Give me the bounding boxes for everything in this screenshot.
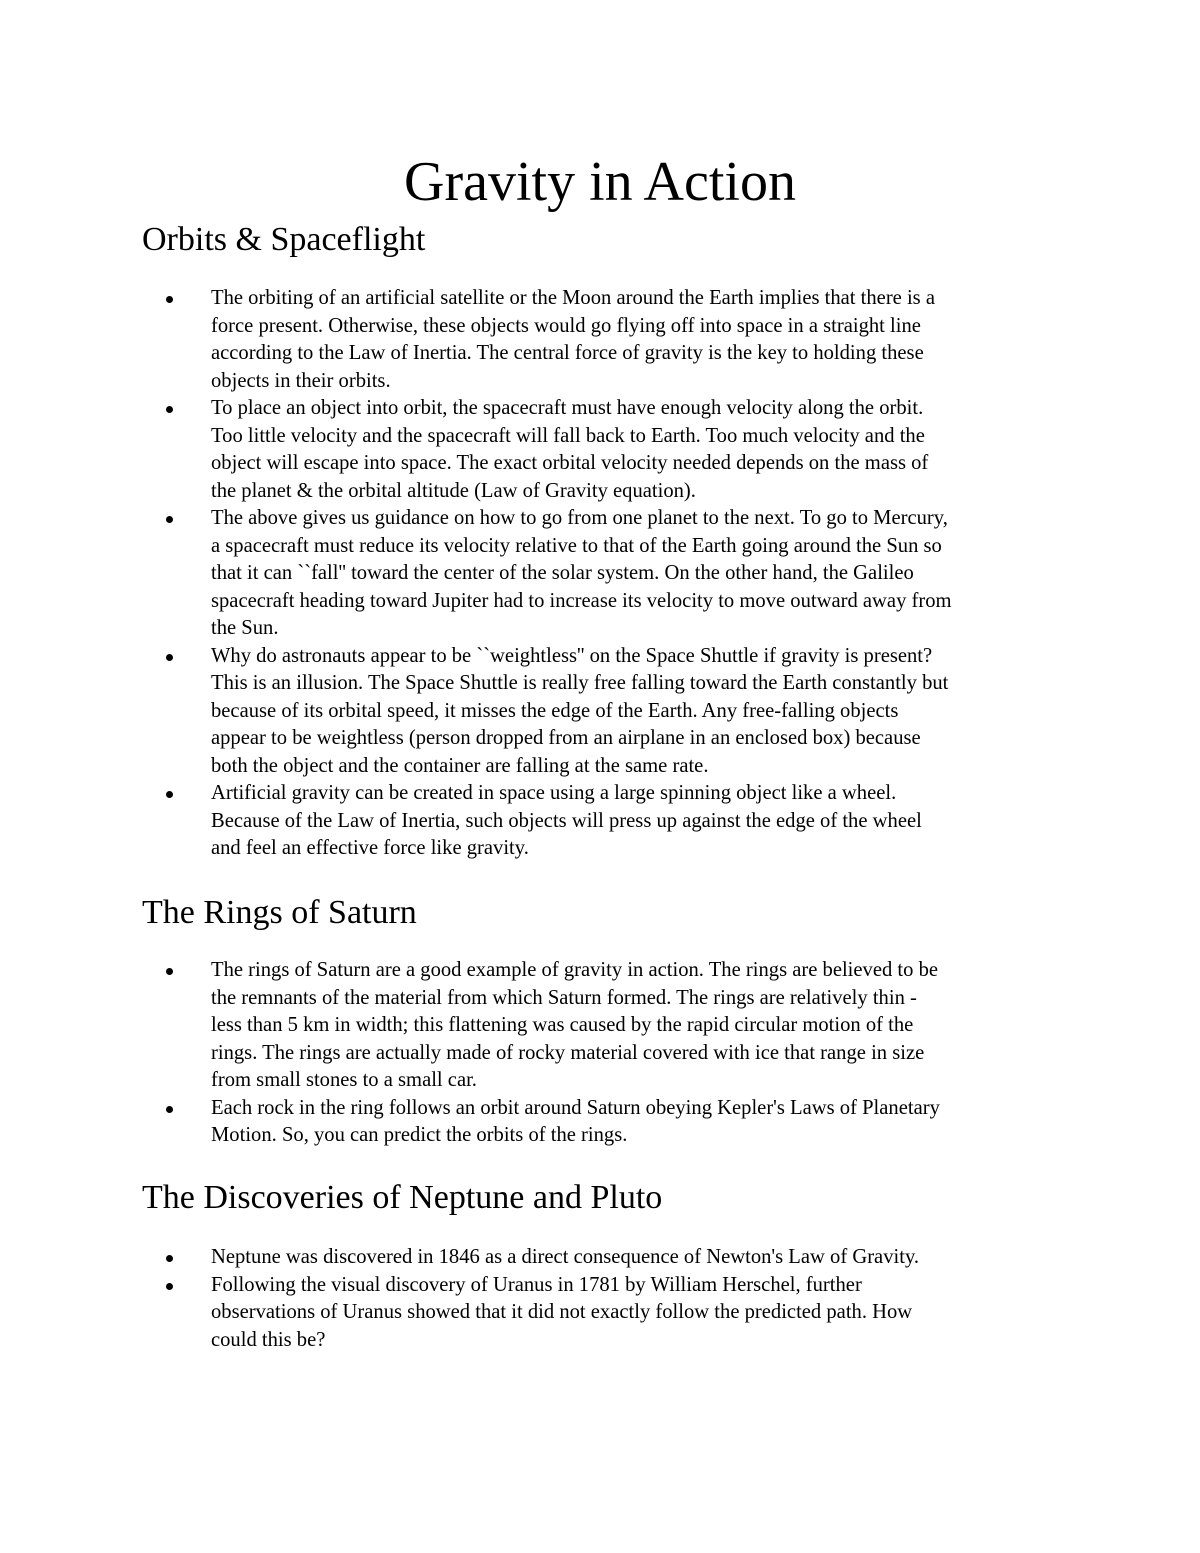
list-item xyxy=(0,395,1200,505)
list-item xyxy=(0,285,1200,395)
list-item-text: Why do astronauts appear to be ``weightless'' on the Space Shuttle if gravity is present? This is an illusion. The Space Shuttle is really free falling toward the Earth constantly but because of its orbital speed, it misses the edge of the Earth. Any free-falling objects appear to be weightless (person dropped from an airplane in an enclosed box) because both the object and the container are falling at the same rate. xyxy=(211,644,949,777)
list-item-text: The orbiting of an artificial satellite or the Moon around the Earth implies that there is a force present. Otherwise, these objects would go flying off into space in a straight line according to the Law of Inertia. The central force of gravity is the key to holding these objects in their orbits. xyxy=(211,287,935,392)
list-item xyxy=(0,1244,1200,1272)
list-item-text: The rings of Saturn are a good example of gravity in action. The rings are believed to be the remnants of the material from which Saturn formed. The rings are relatively thin - less than 5 km in width; this flattening was caused by the rapid circular motion of the rings. The rings are actually made of rocky material covered with ice that range in size from small stones to a small car. xyxy=(211,959,939,1091)
bullet-icon xyxy=(166,791,173,798)
list-item xyxy=(0,1272,1200,1355)
bullet-icon xyxy=(166,1106,173,1113)
bullet-icon xyxy=(166,296,173,303)
bullet-icon xyxy=(166,516,173,523)
list-item-text: To place an object into orbit, the spacecraft must have enough velocity along the orbit. Too little velocity and the spacecraft will fall back to Earth. Too much velocity and the object will escape into space. The exact orbital velocity needed depends on the mass of the planet & the orbital altitude (Law of Gravity equation). xyxy=(211,397,929,502)
section-heading-neptune-pluto: The Discoveries of Neptune and Pluto xyxy=(142,1179,663,1216)
bullet-list-rings-of-saturn xyxy=(0,957,1200,1150)
bullet-icon xyxy=(166,968,173,975)
list-item xyxy=(0,957,1200,1095)
list-item-text: Neptune was discovered in 1846 as a direct consequence of Newton's Law of Gravity. xyxy=(211,1246,920,1268)
list-item xyxy=(0,780,1200,863)
bullet-icon xyxy=(166,1255,173,1262)
bullet-list-orbits xyxy=(0,285,1200,863)
section-heading-orbits: Orbits & Spaceflight xyxy=(142,221,426,258)
list-item-text: The above gives us guidance on how to go from one planet to the next. To go to Mercury, a spacecraft must reduce its velocity relative to that of the Earth going around the Sun so that it can ``fall'' toward the center of the solar system. On the other hand, the Galileo spacecraft heading toward Jupiter had to increase its velocity to move outward away from the Sun. xyxy=(211,507,952,639)
list-item-text: Artificial gravity can be created in space using a large spinning object like a wheel. Because of the Law of Inertia, such objects will press up against the edge of the wheel and feel an effective force like gravity. xyxy=(211,782,922,859)
bullet-icon xyxy=(166,654,173,661)
list-item-text: Following the visual discovery of Uranus in 1781 by William Herschel, further observations of Uranus showed that it did not exactly follow the predicted path. How could this be? xyxy=(211,1273,913,1351)
list-item xyxy=(0,643,1200,781)
bullet-list-neptune-pluto xyxy=(0,1244,1200,1354)
section-heading-rings-of-saturn: The Rings of Saturn xyxy=(142,894,417,931)
list-item-text: Each rock in the ring follows an orbit around Saturn obeying Kepler's Laws of Planetary Motion. So, you can predict the orbits of the rings. xyxy=(211,1096,940,1146)
bullet-icon xyxy=(166,1283,173,1290)
list-item xyxy=(0,1095,1200,1150)
list-item xyxy=(0,505,1200,643)
bullet-icon xyxy=(166,406,173,413)
document-title: Gravity in Action xyxy=(404,151,796,213)
